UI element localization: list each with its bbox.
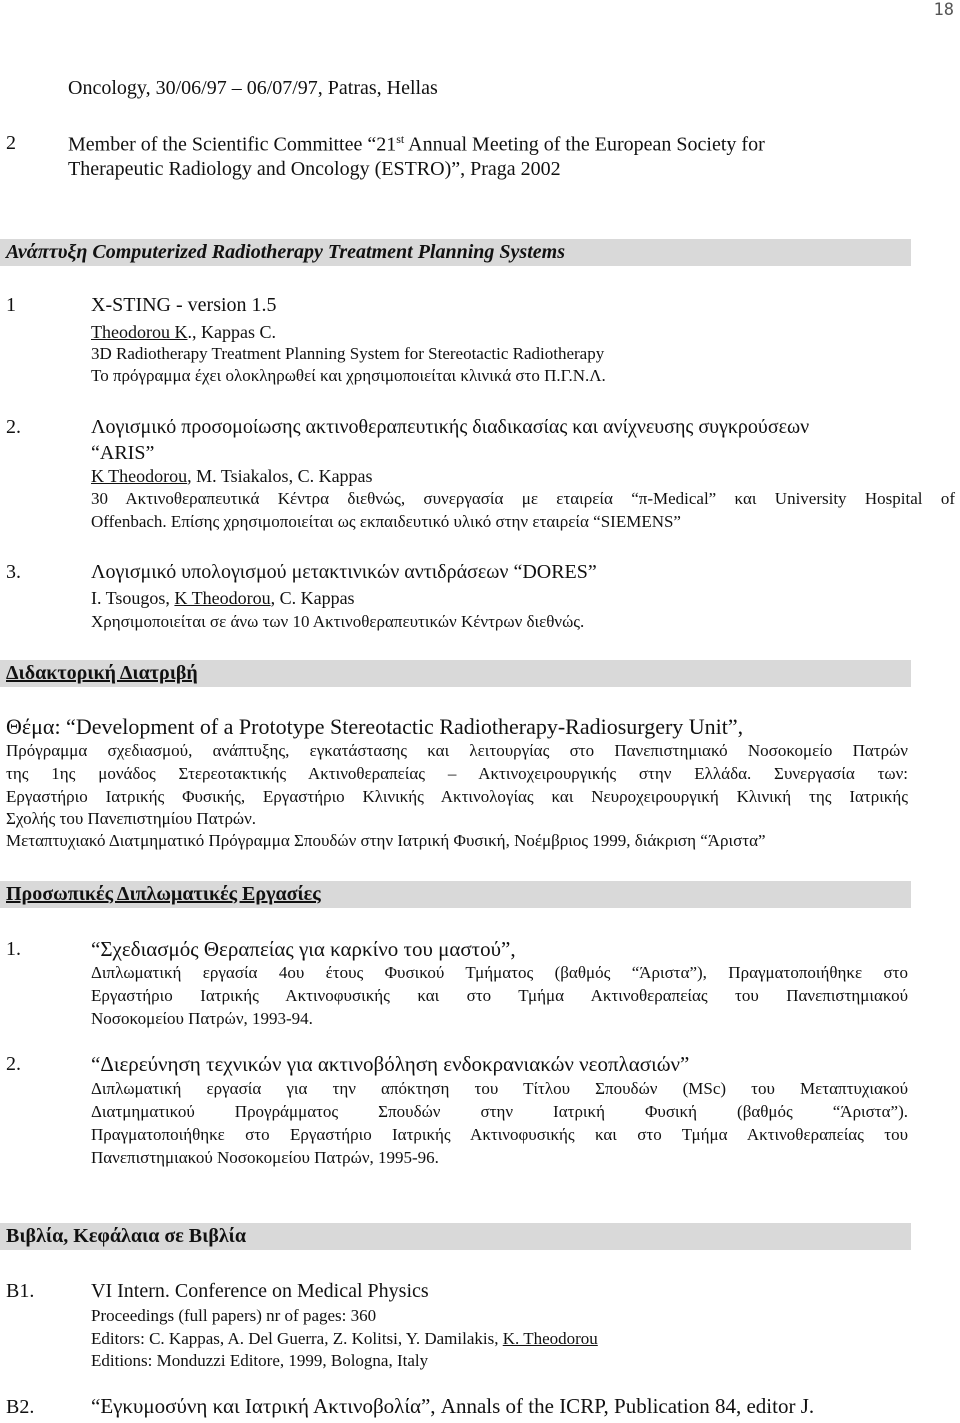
rtps-item-desc: Offenbach. Επίσης χρησιμοποιείται ως εκπαιδευτικό υλικό στην εταιρεία “SIEMENS” <box>91 512 681 531</box>
diploma-title: “Σχεδιασμός Θεραπείας για καρκίνο του μαστού”, <box>91 937 516 961</box>
diploma-text: Διατμηματικού Προγράμματος Σπουδών στην Ιατρική Φυσική (βαθμός “Άριστα”). <box>91 1102 908 1121</box>
book-editors <box>91 1329 598 1349</box>
editors-text: Editors: C. Kappas, A. Del Guerra, Z. Kolitsi, Y. Damilakis, <box>91 1329 503 1348</box>
diploma-text: Διπλωματική εργασία 4ου έτους Φυσικού Τμήματος (βαθμός “Άριστα”), Πραγματοποιήθηκε στο <box>91 963 908 982</box>
diploma-text: Πραγματοποιήθηκε στο Εργαστήριο Ιατρικής Ακτινοφυσικής και στο Τμήμα Ακτινοθεραπείας του <box>91 1125 908 1144</box>
thesis-text: Εργαστήριο Ιατρικής Φυσικής, Εργαστήριο Κλινικής Ακτινολογίας και Νευροχειρουργική Κλινική της Ιατρικής <box>6 787 908 806</box>
rtps-item-authors <box>91 588 355 609</box>
page-number: 18 <box>933 0 954 20</box>
thesis-text: της 1ης μονάδος Στερεοτακτικής Ακτινοθεραπείας – Ακτινοχειρουργικής στην Ελλάδα. Συνεργασία των: <box>6 764 908 783</box>
thesis-text: Σχολής του Πανεπιστημίου Πατρών. <box>6 809 257 828</box>
rtps-item-title: X-STING - version 1.5 <box>91 294 277 316</box>
section-books-heading <box>0 1223 911 1250</box>
rtps-item-number: 3. <box>6 561 21 583</box>
book-title: VI Intern. Conference on Medical Physics <box>91 1280 429 1302</box>
committee-line-2: Therapeutic Radiology and Oncology (ESTRO)”, Praga 2002 <box>68 158 561 180</box>
thesis-text: Μεταπτυχιακό Διατμηματικό Πρόγραμμα Σπουδών στην Ιατρική Φυσική, Νοέμβριος 1999, διάκριση “Άριστα” <box>6 831 766 850</box>
diploma-number: 1. <box>6 938 21 960</box>
diploma-text: Εργαστήριο Ιατρικής Ακτινοφυσικής και στο Τμήμα Ακτινοθεραπείας του Πανεπιστημιακού <box>91 986 908 1005</box>
rtps-item-title-2: “ARIS” <box>91 442 155 464</box>
rtps-item-authors <box>91 322 276 343</box>
rtps-item-desc: Το πρόγραμμα έχει ολοκληρωθεί και χρησιμοποιείται κλινικά στο Π.Γ.Ν.Λ. <box>91 366 606 385</box>
editor-underlined: K. Theodorou <box>502 1329 598 1348</box>
book-detail: Editions: Monduzzi Editore, 1999, Bologna, Italy <box>91 1351 429 1370</box>
committee-text-b: Annual Meeting of the European Society for <box>404 133 765 156</box>
book-title: “Εγκυμοσύνη και Ιατρική Ακτινοβολία”, Annals of the ICRP, Publication 84, editor J. <box>91 1394 815 1418</box>
diploma-number: 2. <box>6 1053 21 1075</box>
author-underlined: K Theodorou <box>91 466 188 486</box>
item-number: 2 <box>6 132 16 154</box>
section-rtps-heading <box>0 239 911 266</box>
section-thesis-heading <box>0 660 911 687</box>
author-underlined: Theodorou K <box>91 322 188 342</box>
section-books-title: Βιβλία, Κεφάλαια σε Βιβλία <box>6 1225 247 1247</box>
thesis-text: Πρόγραμμα σχεδιασμού, ανάπτυξης, εγκατάστασης και λειτουργίας στο Πανεπιστημιακό Νοσοκομείο Πατρών <box>6 741 908 760</box>
diploma-title: “Διερεύνηση τεχνικών για ακτινοβόληση ενδοκρανιακών νεοπλασιών” <box>91 1052 690 1076</box>
section-diploma-title: Προσωπικές Διπλωματικές Εργασίες <box>6 883 321 905</box>
diploma-text: Πανεπιστημιακού Νοσοκομείου Πατρών, 1995-96. <box>91 1148 439 1167</box>
diploma-text: Νοσοκομείου Πατρών, 1993-94. <box>91 1009 313 1028</box>
author-rest: ., Kappas C. <box>187 322 276 342</box>
book-number: B2. <box>6 1396 35 1418</box>
committee-sup: st <box>396 132 405 146</box>
author-underlined: K Theodorou <box>174 588 271 608</box>
rtps-item-title: Λογισμικό προσομοίωσης ακτινοθεραπευτικής διαδικασίας και ανίχνευσης συγκρούσεων <box>91 416 810 438</box>
author-first: I. Tsougos, <box>91 588 175 608</box>
rtps-item-number: 1 <box>6 294 16 316</box>
conference-line: Oncology, 30/06/97 – 06/07/97, Patras, Hellas <box>68 77 438 99</box>
section-thesis-title: Διδακτορική Διατριβή <box>6 662 198 684</box>
rtps-item-desc: 3D Radiotherapy Treatment Planning System for Stereotactic Radiotherapy <box>91 344 605 363</box>
book-detail: Proceedings (full papers) nr of pages: 360 <box>91 1306 377 1325</box>
author-rest: , M. Tsiakalos, C. Kappas <box>187 466 373 486</box>
section-diploma-heading <box>0 881 911 908</box>
diploma-text: Διπλωματική εργασία για την απόκτηση του Τίτλου Σπουδών (MSc) του Μεταπτυχιακού <box>91 1079 908 1098</box>
rtps-item-title: Λογισμικό υπολογισμού μετακτινικών αντιδράσεων “DORES” <box>91 561 597 583</box>
rtps-item-authors <box>91 466 373 487</box>
book-number: B1. <box>6 1280 35 1302</box>
committee-line-1 <box>68 132 960 157</box>
rtps-item-desc: 30 Ακτινοθεραπευτικά Κέντρα διεθνώς, συνεργασία με εταιρεία “π-Medical” και University Hospital of <box>91 489 955 508</box>
rtps-item-desc: Χρησιμοποιείται σε άνω των 10 Ακτινοθεραπευτικών Κέντρων διεθνώς. <box>91 612 585 631</box>
section-rtps-title: Ανάπτυξη Computerized Radiotherapy Treatment Planning Systems <box>6 241 565 263</box>
rtps-item-number: 2. <box>6 416 21 438</box>
committee-text-a: Member of the Scientific Committee “21 <box>68 133 397 156</box>
author-rest: , C. Kappas <box>270 588 355 608</box>
thesis-title: Θέμα: “Development of a Prototype Stereotactic Radiotherapy-Radiosurgery Unit”, <box>6 714 744 739</box>
